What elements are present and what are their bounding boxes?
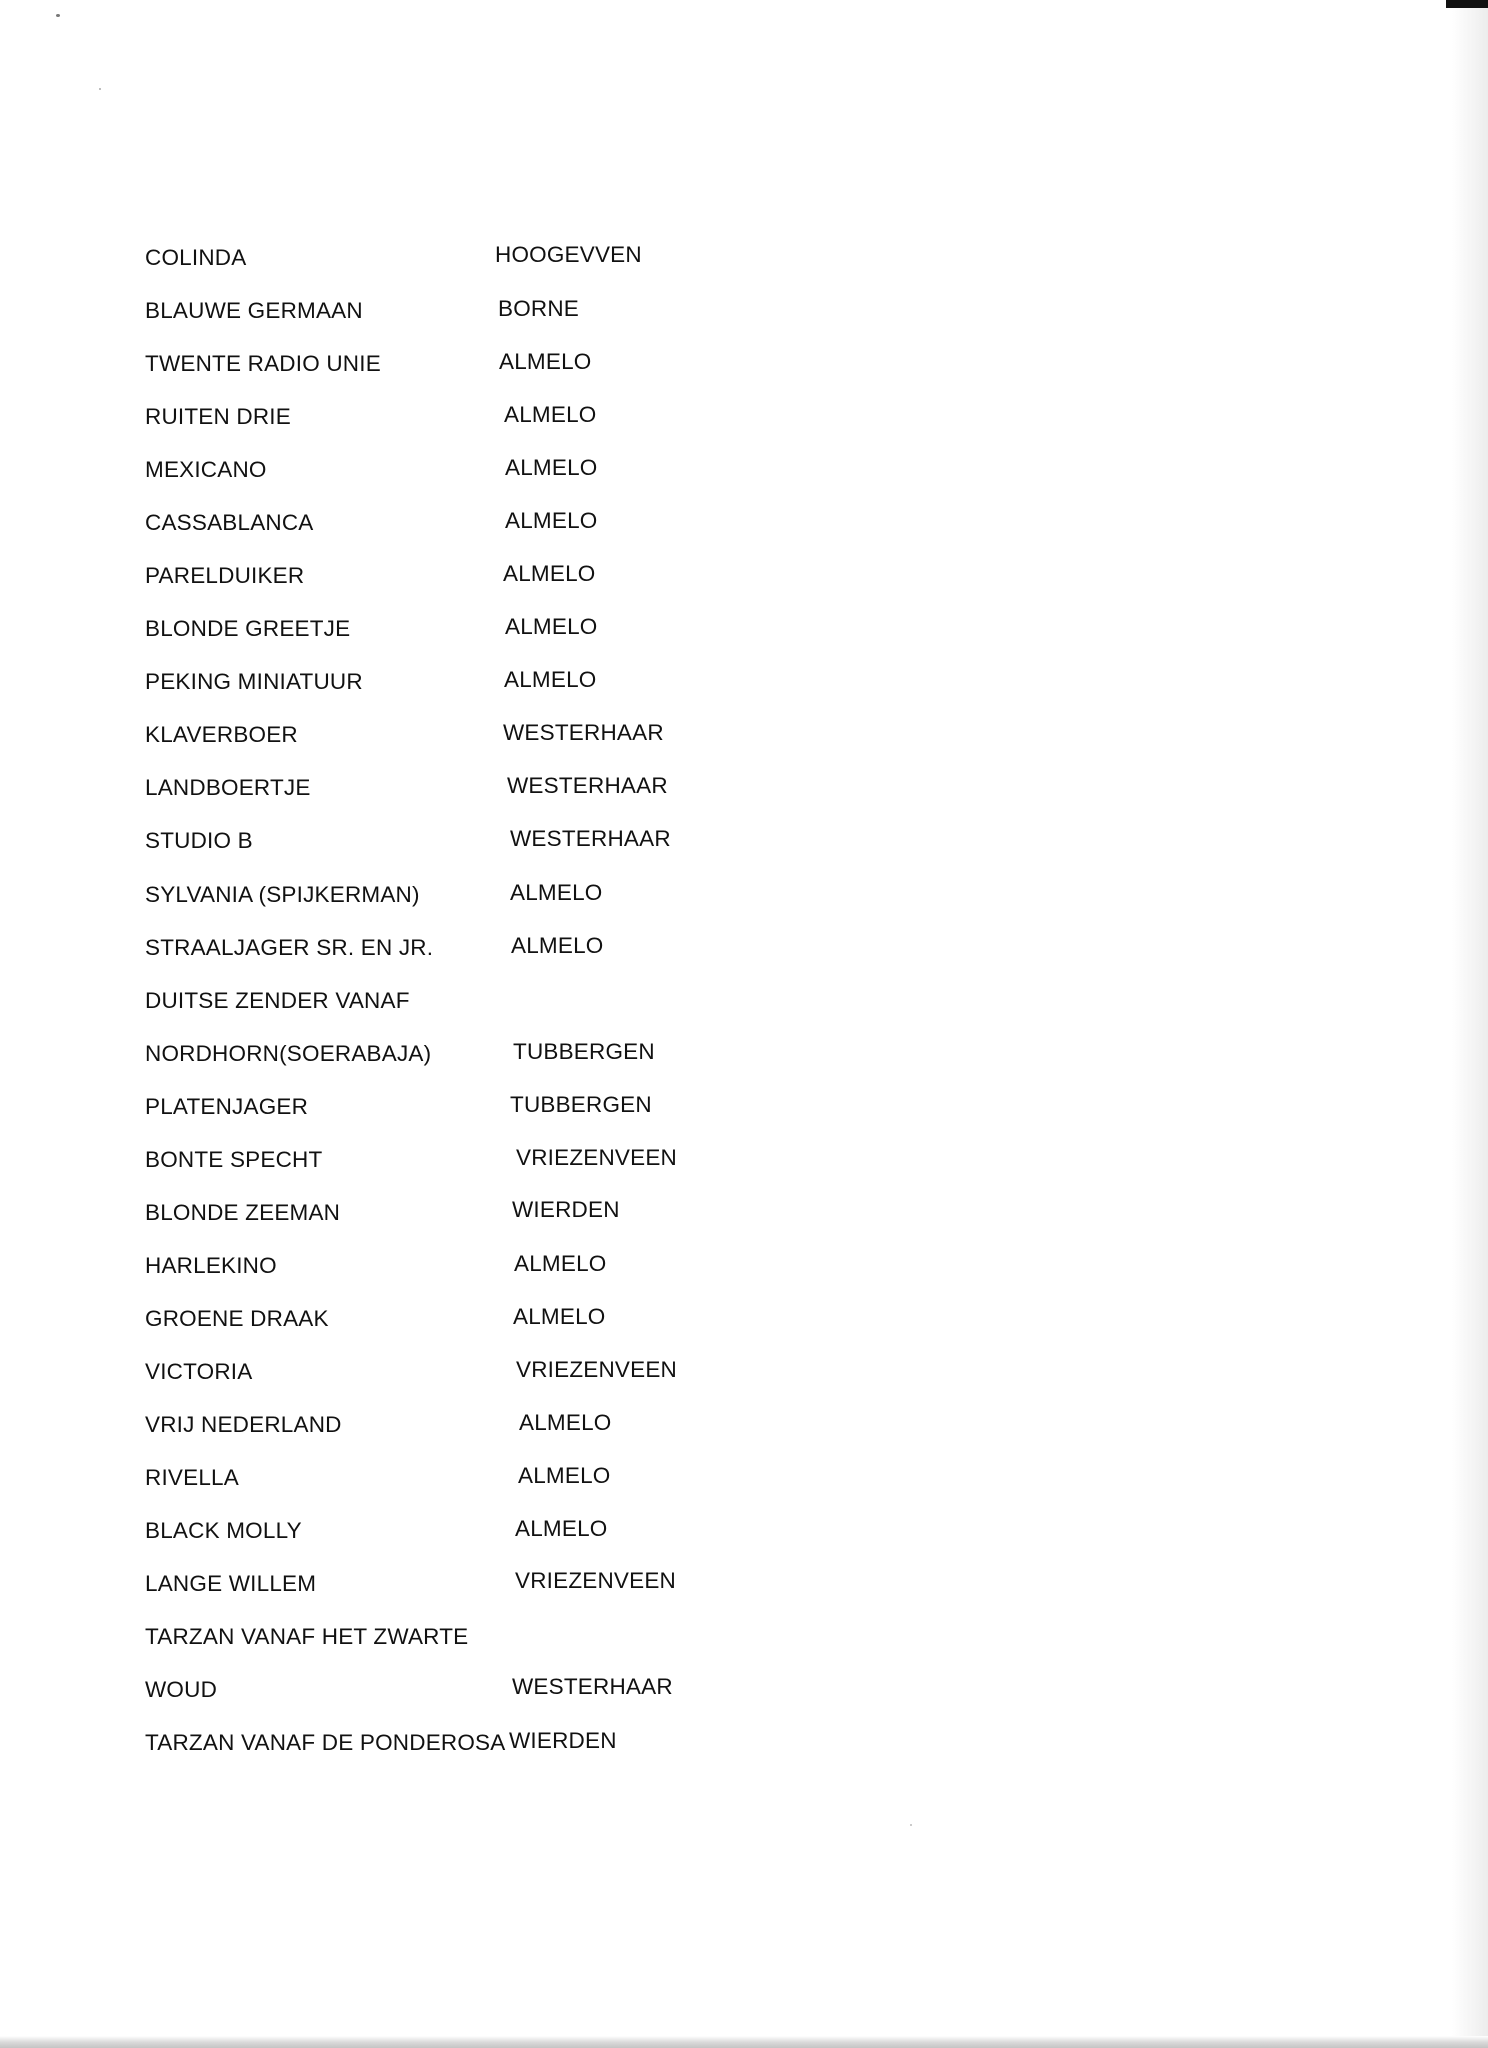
station-name: RUITEN DRIE bbox=[145, 404, 291, 429]
station-name: PARELDUIKER bbox=[145, 563, 305, 588]
list-item bbox=[0, 1198, 1000, 1232]
station-name: GROENE DRAAK bbox=[145, 1306, 329, 1331]
station-place: VRIEZENVEEN bbox=[516, 1357, 677, 1382]
station-name: KLAVERBOER bbox=[145, 722, 298, 747]
list-item bbox=[0, 986, 1000, 1020]
list-item bbox=[0, 1569, 1000, 1603]
station-name: HARLEKINO bbox=[145, 1253, 277, 1278]
list-item bbox=[0, 773, 1000, 807]
station-name: VRIJ NEDERLAND bbox=[145, 1412, 342, 1437]
station-name: CASSABLANCA bbox=[145, 510, 314, 535]
station-place: ALMELO bbox=[519, 1410, 612, 1435]
station-place: ALMELO bbox=[514, 1251, 607, 1276]
list-item bbox=[0, 1092, 1000, 1126]
station-place: WIERDEN bbox=[512, 1197, 620, 1222]
station-name: BLONDE GREETJE bbox=[145, 616, 351, 641]
list-item bbox=[0, 296, 1000, 330]
station-name: TARZAN VANAF DE PONDEROSA bbox=[145, 1730, 506, 1755]
station-place: ALMELO bbox=[505, 614, 598, 639]
station-name: BLONDE ZEEMAN bbox=[145, 1200, 341, 1225]
list-item bbox=[0, 455, 1000, 489]
station-name: LANDBOERTJE bbox=[145, 775, 311, 800]
list-item bbox=[0, 243, 1000, 277]
station-place: ALMELO bbox=[504, 667, 597, 692]
station-place: WESTERHAAR bbox=[510, 826, 671, 851]
list-item bbox=[0, 1145, 1000, 1179]
station-place: ALMELO bbox=[515, 1516, 608, 1541]
list-item bbox=[0, 402, 1000, 436]
list-item bbox=[0, 1304, 1000, 1338]
list-item bbox=[0, 1463, 1000, 1497]
list-item bbox=[0, 561, 1000, 595]
station-place: WESTERHAAR bbox=[507, 773, 668, 798]
station-place: TUBBERGEN bbox=[510, 1092, 652, 1117]
station-name: PLATENJAGER bbox=[145, 1094, 309, 1119]
station-name: COLINDA bbox=[145, 245, 247, 270]
station-place: ALMELO bbox=[504, 402, 597, 427]
station-place: WESTERHAAR bbox=[503, 720, 664, 745]
station-name: VICTORIA bbox=[145, 1359, 253, 1384]
station-place: ALMELO bbox=[499, 349, 592, 374]
station-place: ALMELO bbox=[513, 1304, 606, 1329]
station-place: ALMELO bbox=[505, 455, 598, 480]
list-item bbox=[0, 1251, 1000, 1285]
station-place: ALMELO bbox=[518, 1463, 611, 1488]
station-place: TUBBERGEN bbox=[513, 1039, 655, 1064]
station-place: VRIEZENVEEN bbox=[516, 1145, 677, 1170]
station-name: LANGE WILLEM bbox=[145, 1571, 317, 1596]
station-name: BONTE SPECHT bbox=[145, 1147, 323, 1172]
station-place: ALMELO bbox=[505, 508, 598, 533]
list-item bbox=[0, 880, 1000, 914]
list-item bbox=[0, 667, 1000, 701]
list-item bbox=[0, 1728, 1000, 1762]
station-name: MEXICANO bbox=[145, 457, 267, 482]
list-item bbox=[0, 720, 1000, 754]
station-name: RIVELLA bbox=[145, 1465, 239, 1490]
station-name: DUITSE ZENDER VANAF bbox=[145, 988, 410, 1013]
list-item bbox=[0, 349, 1000, 383]
station-place: ALMELO bbox=[511, 933, 604, 958]
station-place: ALMELO bbox=[510, 880, 603, 905]
station-name: STUDIO B bbox=[145, 828, 253, 853]
list-item bbox=[0, 1675, 1000, 1709]
station-place: BORNE bbox=[498, 296, 580, 321]
station-place: VRIEZENVEEN bbox=[515, 1568, 676, 1593]
station-name: BLACK MOLLY bbox=[145, 1518, 302, 1543]
station-name: NORDHORN(SOERABAJA) bbox=[145, 1041, 432, 1066]
station-name: TARZAN VANAF HET ZWARTE bbox=[145, 1624, 469, 1649]
station-name: PEKING MINIATUUR bbox=[145, 669, 363, 694]
station-name: TWENTE RADIO UNIE bbox=[145, 351, 381, 376]
list-item bbox=[0, 614, 1000, 648]
station-place: WESTERHAAR bbox=[512, 1674, 673, 1699]
list-item bbox=[0, 1357, 1000, 1391]
list-item bbox=[0, 1622, 1000, 1656]
list-item bbox=[0, 933, 1000, 967]
station-name: BLAUWE GERMAAN bbox=[145, 298, 363, 323]
list-item bbox=[0, 508, 1000, 542]
list-item bbox=[0, 1516, 1000, 1550]
station-place: HOOGEVVEN bbox=[495, 242, 642, 267]
station-place: ALMELO bbox=[503, 561, 596, 586]
station-place: WIERDEN bbox=[509, 1728, 617, 1753]
list-item bbox=[0, 1039, 1000, 1073]
station-name: WOUD bbox=[145, 1677, 218, 1702]
list-item bbox=[0, 1410, 1000, 1444]
station-name: SYLVANIA (SPIJKERMAN) bbox=[145, 882, 420, 907]
list-item bbox=[0, 826, 1000, 860]
station-name: STRAALJAGER SR. EN JR. bbox=[145, 935, 434, 960]
